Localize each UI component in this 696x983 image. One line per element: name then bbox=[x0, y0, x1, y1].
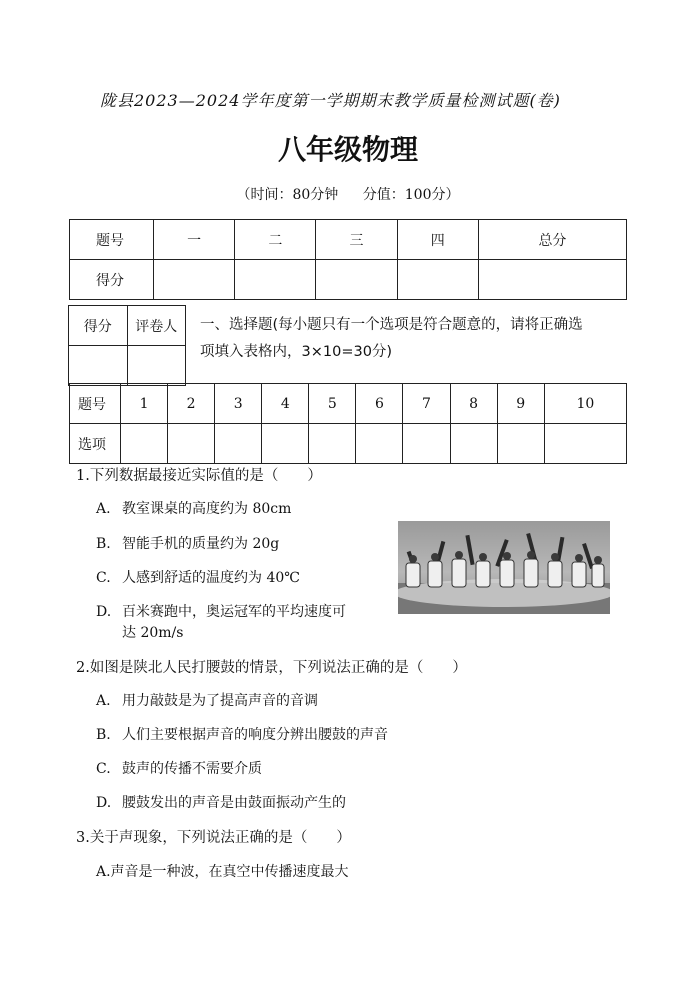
score-table-cell: 四 bbox=[397, 220, 478, 260]
option-text: 教室课桌的高度约为 80cm bbox=[122, 501, 292, 517]
grader-name-label: 评卷人 bbox=[127, 306, 186, 346]
question-2-option-d bbox=[96, 792, 346, 812]
option-letter: C. bbox=[96, 570, 111, 586]
exam-header: 陇县2023—2024学年度第一学期期末教学质量检测试题(卷) bbox=[100, 91, 561, 110]
section-1-line-2: 项填入表格内，3×10=30分) bbox=[200, 344, 393, 360]
answer-row-label: 选项 bbox=[70, 424, 121, 464]
answer-cell bbox=[544, 424, 626, 464]
waist-drum-photo-image bbox=[398, 521, 610, 614]
score-cell bbox=[154, 260, 235, 300]
option-letter: A. bbox=[96, 501, 111, 517]
answer-number: 10 bbox=[544, 384, 626, 424]
answer-number: 1 bbox=[121, 384, 168, 424]
question-1-option-d-continued: 达 20m/s bbox=[122, 625, 184, 641]
score-table-row bbox=[70, 260, 627, 300]
option-text: 智能手机的质量约为 20g bbox=[122, 536, 280, 552]
grader-score-label: 得分 bbox=[69, 306, 128, 346]
score-table-cell: 三 bbox=[316, 220, 397, 260]
answer-cell bbox=[497, 424, 544, 464]
grader-name-cell bbox=[127, 346, 186, 386]
question-1-option-c bbox=[96, 567, 300, 587]
page-title: 八年级物理 bbox=[277, 133, 418, 166]
answer-table-option-row bbox=[70, 424, 627, 464]
question-2-option-a bbox=[96, 690, 318, 710]
option-letter: B. bbox=[96, 536, 111, 552]
answer-cell bbox=[168, 424, 215, 464]
answer-number: 2 bbox=[168, 384, 215, 424]
answer-table bbox=[69, 383, 627, 464]
answer-cell bbox=[309, 424, 356, 464]
answer-number: 9 bbox=[497, 384, 544, 424]
option-letter: D. bbox=[96, 795, 112, 811]
option-letter: D. bbox=[96, 604, 112, 620]
answer-cell bbox=[403, 424, 450, 464]
score-row-label: 得分 bbox=[70, 260, 154, 300]
answer-cell bbox=[262, 424, 309, 464]
grader-score-cell bbox=[69, 346, 128, 386]
question-2-option-c bbox=[96, 758, 262, 778]
option-text: 用力敲鼓是为了提高声音的音调 bbox=[122, 693, 318, 709]
score-table-cell: 总分 bbox=[478, 220, 626, 260]
score-table-cell: 题号 bbox=[70, 220, 154, 260]
option-text: 腰鼓发出的声音是由鼓面振动产生的 bbox=[122, 795, 346, 811]
answer-number: 6 bbox=[356, 384, 403, 424]
exam-score: 分值：100分） bbox=[362, 187, 460, 203]
exam-time: （时间：80分钟 bbox=[236, 187, 339, 203]
question-1-stem: 1.下列数据最接近实际值的是（ ） bbox=[76, 468, 322, 484]
score-table-header-row bbox=[70, 220, 627, 260]
answer-number: 7 bbox=[403, 384, 450, 424]
score-table-cell: 二 bbox=[235, 220, 316, 260]
question-2-option-b bbox=[96, 724, 388, 744]
section-1-line-1: 一、选择题(每小题只有一个选项是符合题意的，请将正确选 bbox=[200, 317, 583, 333]
grader-box bbox=[68, 305, 186, 386]
answer-number: 5 bbox=[309, 384, 356, 424]
question-1-option-a bbox=[96, 498, 291, 518]
question-3-stem: 3.关于声现象，下列说法正确的是（ ） bbox=[76, 830, 351, 846]
section-1-heading bbox=[200, 312, 630, 366]
option-text: 百米赛跑中，奥运冠军的平均速度可 bbox=[122, 604, 346, 620]
score-cell bbox=[235, 260, 316, 300]
answer-row-label: 题号 bbox=[70, 384, 121, 424]
option-letter: B. bbox=[96, 727, 111, 743]
score-table-cell: 一 bbox=[154, 220, 235, 260]
answer-number: 3 bbox=[215, 384, 262, 424]
score-cell bbox=[478, 260, 626, 300]
option-text: 人感到舒适的温度约为 40℃ bbox=[122, 570, 300, 586]
option-letter: A. bbox=[96, 693, 111, 709]
answer-cell bbox=[215, 424, 262, 464]
answer-number: 4 bbox=[262, 384, 309, 424]
answer-cell bbox=[450, 424, 497, 464]
score-cell bbox=[397, 260, 478, 300]
score-cell bbox=[316, 260, 397, 300]
question-3-option-a: A.声音是一种波，在真空中传播速度最大 bbox=[96, 864, 349, 880]
option-text: 人们主要根据声音的响度分辨出腰鼓的声音 bbox=[122, 727, 388, 743]
answer-table-number-row bbox=[70, 384, 627, 424]
exam-info bbox=[0, 184, 696, 204]
question-1-option-d bbox=[96, 601, 346, 621]
option-letter: C. bbox=[96, 761, 111, 777]
answer-cell bbox=[356, 424, 403, 464]
waist-drum-photo bbox=[398, 521, 610, 614]
option-text: 鼓声的传播不需要介质 bbox=[122, 761, 262, 777]
answer-cell bbox=[121, 424, 168, 464]
question-1-option-b bbox=[96, 533, 279, 553]
question-2-stem: 2.如图是陕北人民打腰鼓的情景，下列说法正确的是（ ） bbox=[76, 660, 467, 676]
score-table bbox=[69, 219, 627, 300]
answer-number: 8 bbox=[450, 384, 497, 424]
